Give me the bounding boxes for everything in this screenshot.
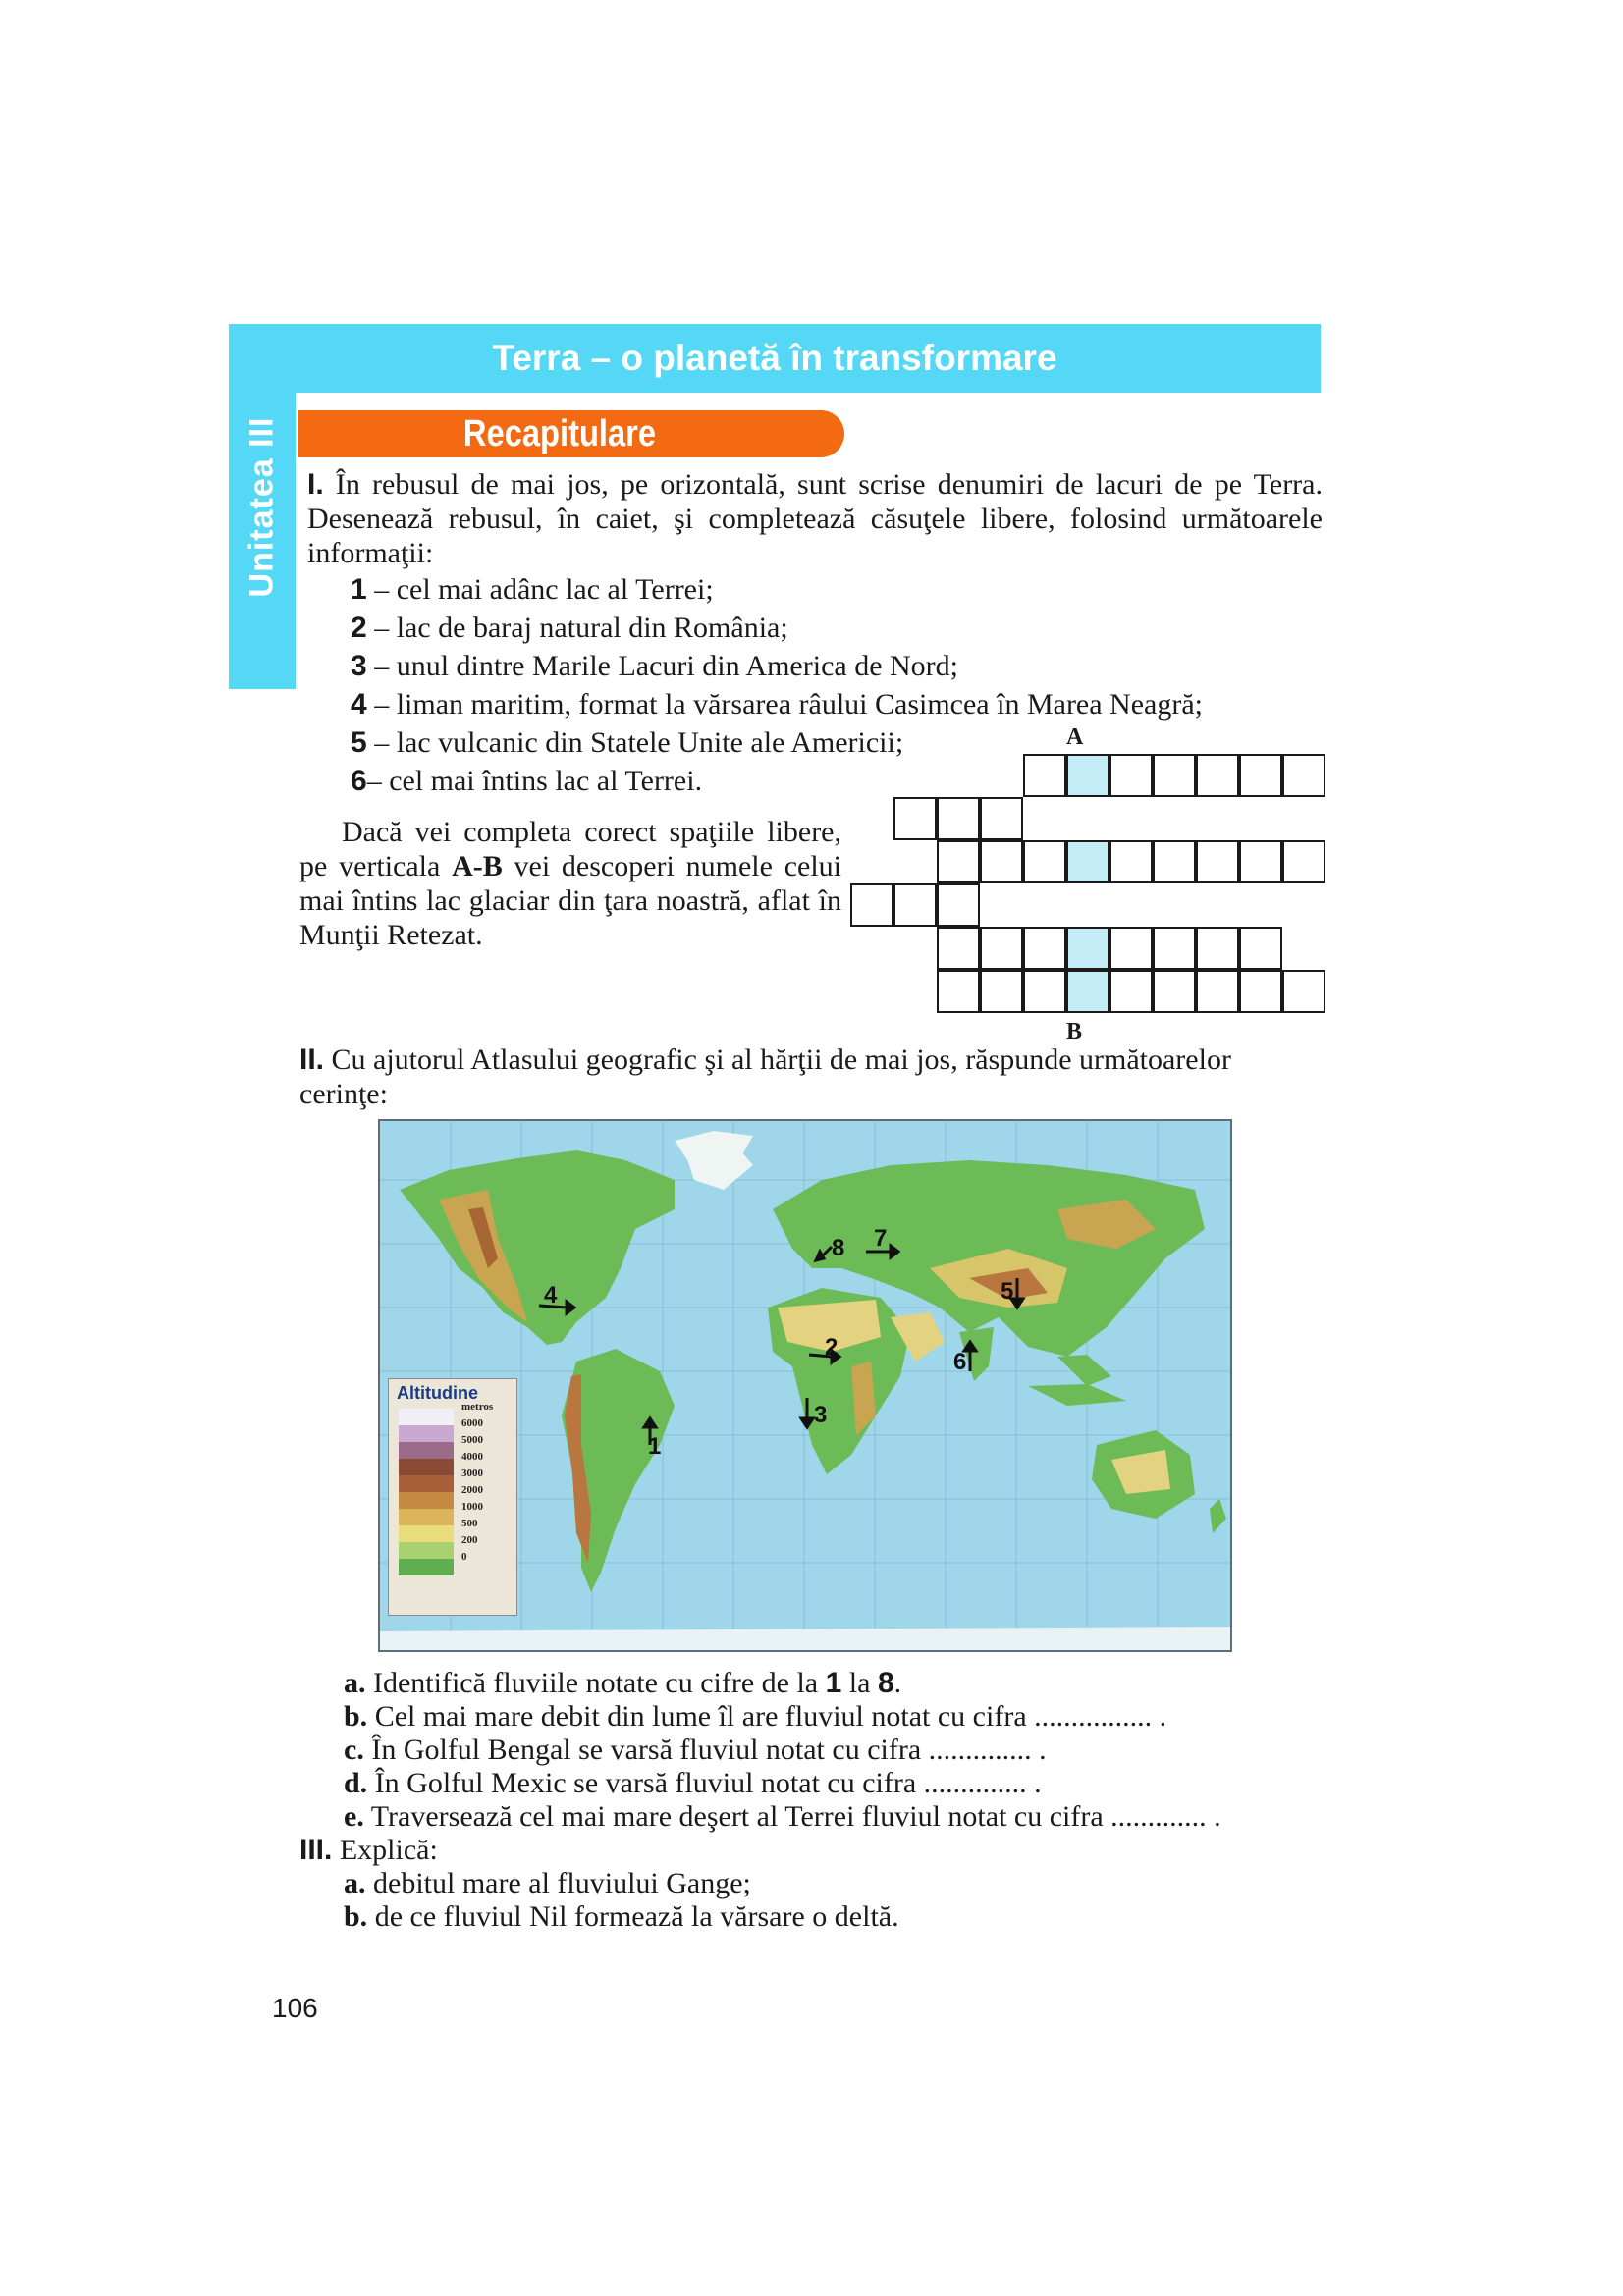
crossword-cell: [980, 797, 1023, 840]
map-marker-8: 8: [832, 1235, 845, 1261]
clue-1: 1 – cel mai adânc lac al Terrei;: [351, 573, 714, 606]
crossword-cell: [1023, 970, 1066, 1013]
legend-value: 1000: [461, 1501, 483, 1513]
crossword-cell: [1109, 927, 1153, 970]
legend-value: 0: [461, 1551, 467, 1563]
legend-value: 5000: [461, 1434, 483, 1446]
crossword-cell: [1239, 840, 1282, 883]
crossword-cell: [893, 883, 937, 927]
question-3b: b. de ce fluviul Nil formează la vărsare o deltă.: [344, 1900, 899, 1933]
map-marker-7: 7: [874, 1225, 888, 1252]
crossword-cell: [937, 840, 980, 883]
crossword-key-cell: [1066, 754, 1109, 797]
clue-6: 6– cel mai întins lac al Terrei.: [351, 765, 703, 797]
legend-value: 4000: [461, 1451, 483, 1463]
clue-5: 5 – lac vulcanic din Statele Unite ale Americii;: [351, 726, 904, 759]
crossword-cell: [1239, 970, 1282, 1013]
question-2b: b. Cel mai mare debit din lume îl are fluviul notat cu cifra ................ .: [344, 1700, 1167, 1733]
exercise-2-intro: II. Cu ajutorul Atlasului geografic şi al hărţii de mai jos, răspunde următoarelor cerinţe:: [299, 1043, 1231, 1110]
crossword-cell: [1023, 927, 1066, 970]
crossword-cell: [980, 840, 1023, 883]
crossword-cell: [1282, 970, 1325, 1013]
map-marker-2: 2: [825, 1334, 839, 1361]
crossword-cell: [980, 927, 1023, 970]
world-physical-map: [378, 1119, 1232, 1652]
crossword-cell: [893, 797, 937, 840]
crossword-cell: [937, 970, 980, 1013]
legend-value: 2000: [461, 1484, 483, 1496]
exercise-1-note: Dacă vei completa corect spaţiile libere, pe verticala A-B vei descoperi numele celui mai întins lac glaciar din ţara noastră, aflat în Munţii Retezat.: [299, 816, 841, 951]
crossword-cell: [1153, 754, 1196, 797]
crossword-key-cell: [1066, 927, 1109, 970]
crossword-cell: [850, 883, 893, 927]
legend-value: metros: [461, 1401, 494, 1413]
crossword-grid: [844, 724, 1325, 1048]
exercise-3-intro: III. Explică:: [299, 1834, 438, 1866]
unit-label: Unitatea III: [243, 416, 281, 597]
chapter-title: Terra – o planetă în transformare: [492, 338, 1057, 378]
crossword-cell: [1282, 840, 1325, 883]
legend-value: 200: [461, 1534, 478, 1546]
legend-value: 500: [461, 1518, 478, 1529]
crossword-cell: [937, 927, 980, 970]
question-2d: d. În Golful Mexic se varsă fluviul notat cu cifra .............. .: [344, 1767, 1042, 1799]
crossword-cell: [1109, 970, 1153, 1013]
crossword-cell: [1196, 927, 1239, 970]
crossword-cell: [1239, 927, 1282, 970]
crossword-cell: [1153, 927, 1196, 970]
crossword-label-b: B: [1066, 1019, 1083, 1044]
crossword-cell: [1282, 754, 1325, 797]
question-2c: c. În Golful Bengal se varsă fluviul notat cu cifra .............. .: [344, 1734, 1047, 1766]
question-2e: e. Traversează cel mai mare deşert al Terrei fluviul notat cu cifra ............. .: [344, 1800, 1221, 1833]
question-3a: a. debitul mare al fluviului Gange;: [344, 1867, 751, 1899]
crossword-cell: [980, 970, 1023, 1013]
map-marker-4: 4: [544, 1282, 558, 1308]
clue-2: 2 – lac de baraj natural din România;: [351, 612, 788, 644]
crossword-cell: [1023, 754, 1066, 797]
crossword-cell: [1153, 840, 1196, 883]
crossword-cell: [1196, 970, 1239, 1013]
legend-value: 3000: [461, 1468, 483, 1479]
clue-3: 3 – unul dintre Marile Lacuri din America de Nord;: [351, 650, 959, 682]
crossword-cell: [1239, 754, 1282, 797]
crossword-cell: [1109, 754, 1153, 797]
map-marker-1: 1: [648, 1433, 662, 1460]
crossword-cell: [1196, 754, 1239, 797]
crossword-cell: [1109, 840, 1153, 883]
legend-title: Altitudine: [397, 1383, 478, 1403]
altitude-legend: [388, 1378, 517, 1616]
crossword-cell: [937, 797, 980, 840]
crossword-cell: [1196, 840, 1239, 883]
crossword-cell: [1153, 970, 1196, 1013]
crossword-cell: [937, 883, 980, 927]
page-number: 106: [272, 1993, 318, 2023]
exercise-1-intro: I. În rebusul de mai jos, pe orizontală, sunt scrise denumiri de lacuri de pe Terra. Desenează rebusul, în caiet, şi completează căsuţele libere, folosind următoarele informaţii:: [307, 468, 1323, 569]
crossword-label-a: A: [1066, 724, 1084, 750]
map-marker-3: 3: [814, 1402, 828, 1428]
section-title: Recapitulare: [462, 413, 657, 454]
clue-4: 4 – liman maritim, format la vărsarea râului Casimcea în Marea Neagră;: [351, 688, 1203, 721]
crossword-key-cell: [1066, 840, 1109, 883]
crossword-key-cell: [1066, 970, 1109, 1013]
map-marker-5: 5: [1001, 1278, 1014, 1305]
crossword-cell: [1023, 840, 1066, 883]
map-marker-6: 6: [953, 1349, 967, 1375]
legend-value: 6000: [461, 1417, 483, 1429]
question-2a: a. Identifică fluviile notate cu cifre de la 1 la 8.: [344, 1667, 902, 1699]
